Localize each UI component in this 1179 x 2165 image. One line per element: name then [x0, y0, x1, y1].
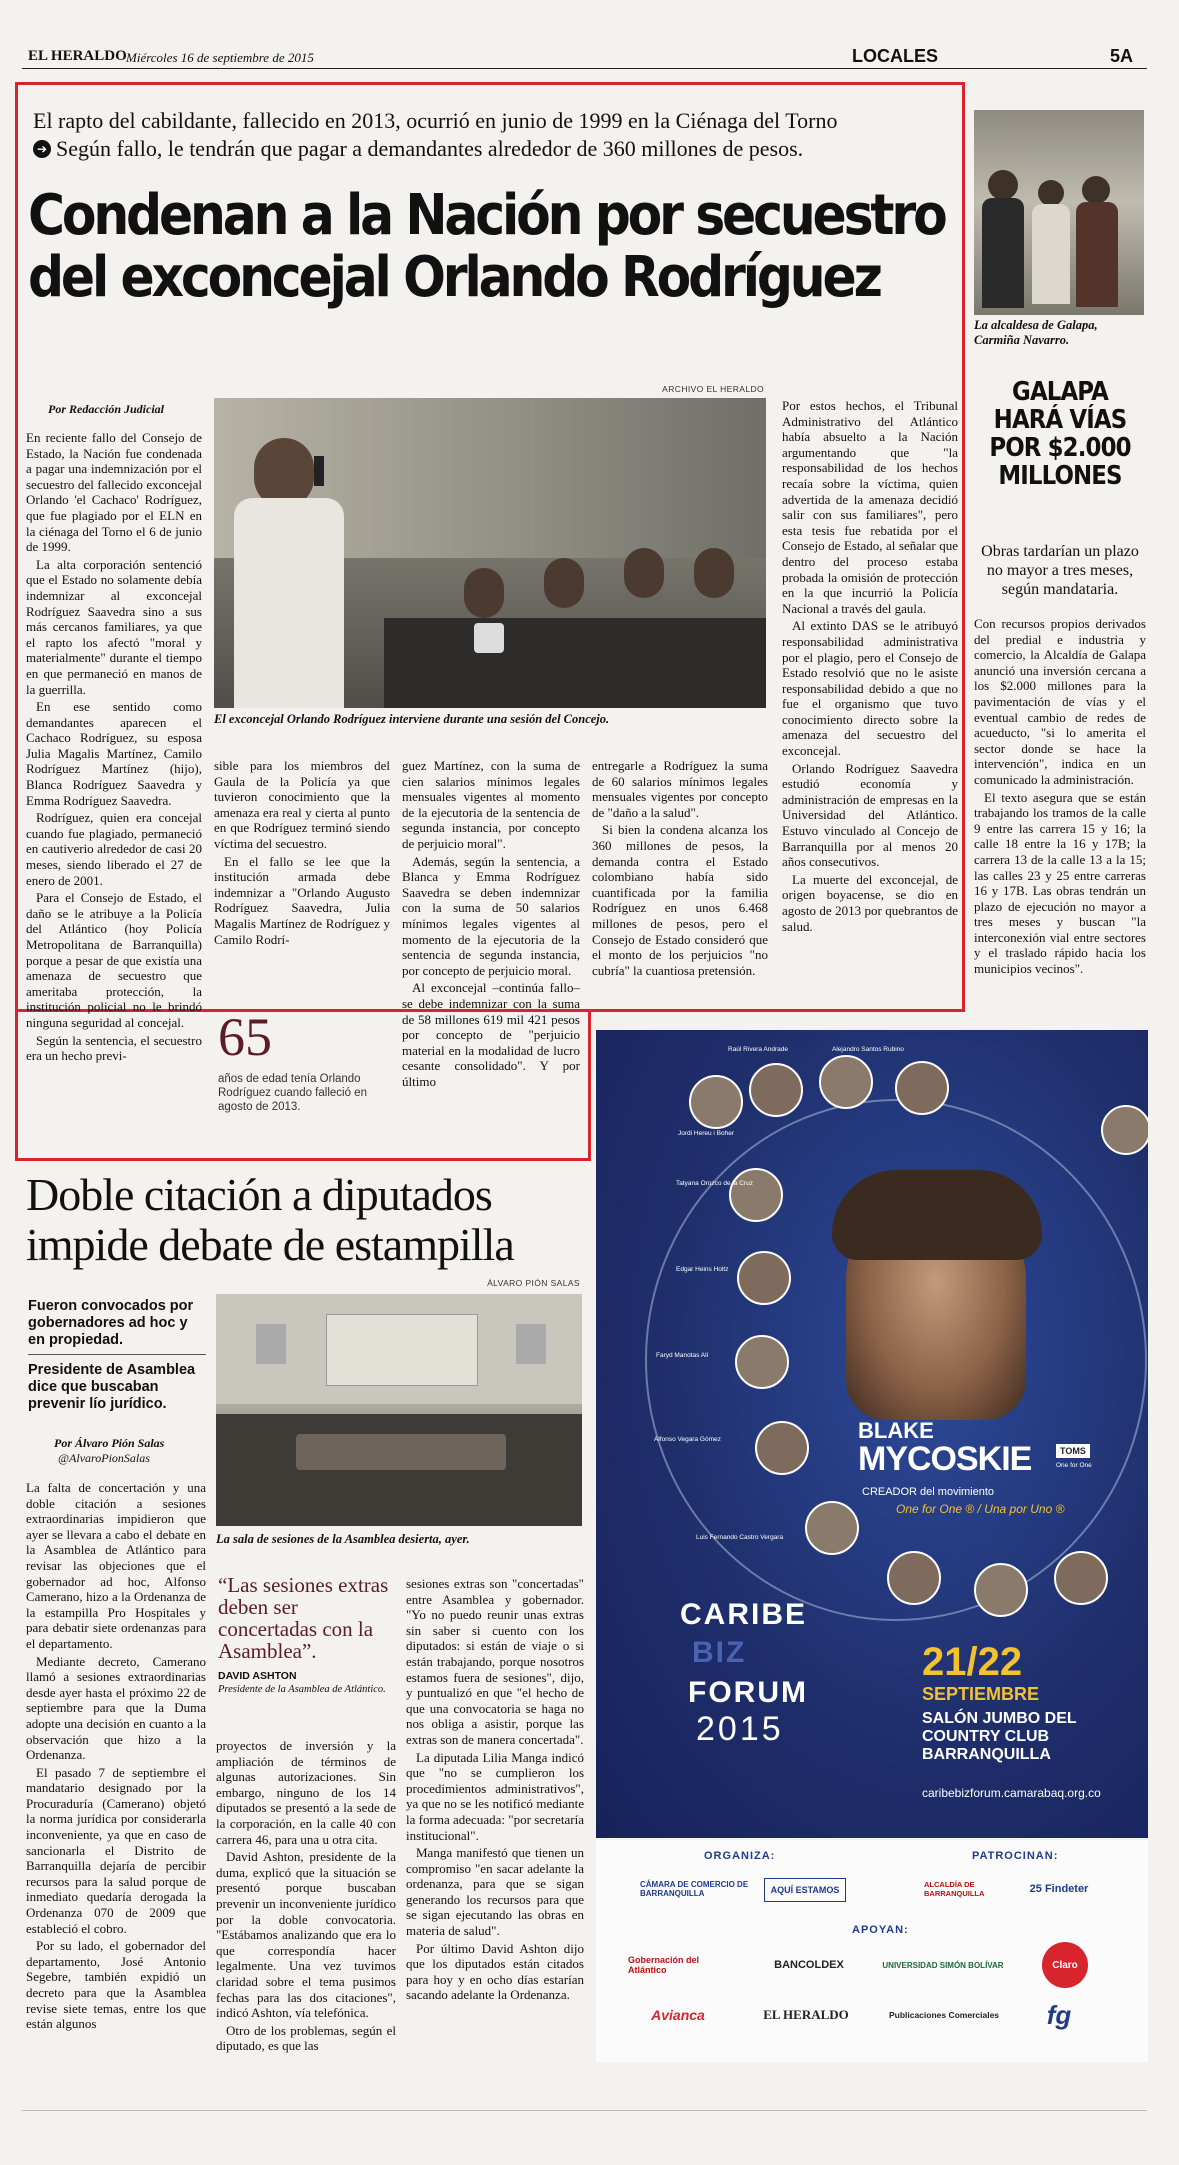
- paragraph: Con recursos propios derivados del predial e industria y comercio, la Alcaldía de Galapa anunció una inversión cercana a los $2.000 millones para la pavimentación de vías y el eventual cambio de redes de acueducto, "si lo amerita el sector donde se hace la intervención", indica en un comunicado la administración.: [974, 616, 1146, 787]
- quote-role: Presidente de la Asamblea de Atlántico.: [218, 1684, 386, 1695]
- paragraph: Por estos hechos, el Tribunal Administrativo del Atlántico había absuelto a la Nación argumentando que "la responsabilidad de los hechos recaía sobre la víctima, quien advertida de la amenaza decidió salir con sus familiares", pero esta tesis fue rebatida por el Consejo de Estado, al señalar que dentro del proceso estaba probada la omisión de protección en la que incurrió la Policía Nacional a través del gaula.: [782, 398, 958, 616]
- event-name-3: FORUM: [688, 1676, 808, 1709]
- byline: Por Redacción Judicial: [48, 402, 164, 416]
- paragraph: La alta corporación sentenció que el Estado no solamente debía indemnizar al exconcejal Rodríguez Saavedra sino a sus más cercanos familiares, ya que el rapto los afectó "moral y materialmente" durante el tiempo en que permaneció en manos de la guerrilla.: [26, 556, 202, 697]
- assembly-photo-caption: La sala de sesiones de la Asamblea desierta, ayer.: [216, 1532, 470, 1546]
- simon-bolivar-logo: UNIVERSIDAD SIMÓN BOLÍVAR: [882, 1960, 1004, 1970]
- speaker-name: Faryd Manotas Alí: [656, 1352, 709, 1359]
- paragraph: La diputada Lilia Manga indicó que "no se cumplieron los procedimientos administrativos", ya que no se les notificó mediante la forma adecuada: "por secretaría institucional".: [406, 1749, 584, 1843]
- speaker-name: Alfonso Vegara Gómez: [654, 1436, 721, 1443]
- paragraph: Orlando Rodríguez Saavedra estudió economía y administración de empresas en la Universidad del Atlántico. Estuvo vinculado al Concejo de Barranquilla por al menos 20 años consecutivos.: [782, 760, 958, 870]
- el-heraldo-logo: EL HERALDO: [763, 2007, 849, 2022]
- bancoldex-logo: BANCOLDEX: [774, 1959, 844, 1971]
- paragraph: Por su lado, el gobernador del departamento, José Antonio Segebre, también expidió un decreto para que la Asamblea revise siete temas, entre los que están algunos: [26, 1938, 206, 2032]
- star-role: CREADOR del movimiento: [862, 1486, 995, 1498]
- footer-rule: [22, 2110, 1147, 2111]
- second-handle: @AlvaroPionSalas: [58, 1451, 150, 1465]
- second-byline: Por Álvaro Pión Salas: [54, 1436, 165, 1450]
- star-slogan: One for One ® / Una por Uno ®: [896, 1502, 1065, 1516]
- kicker-line-1: El rapto del cabildante, fallecido en 2013, ocurrió en junio de 1999 en la Ciénaga del Torno: [33, 108, 838, 133]
- main-story-col-5: [782, 398, 958, 936]
- publicaciones-logo: Publicaciones Comerciales: [888, 2010, 1000, 2020]
- header-rule: [22, 68, 1147, 69]
- paragraph: sesiones extras son "concertadas" entre Asamblea y gobernador. "Yo no puedo reunir unas extras sin saber si cuento con los diputados: si están de viaje o si están trabajando, porque nosotros estamos fuera de sesiones", dijo, y puntualizó en que "el hecho de que una convocatoria se haga no nos obliga a asistir, porque las extras son de manera concertada".: [406, 1576, 584, 1747]
- paragraph: En ese sentido como demandantes aparecen el Cachaco Rodríguez, su esposa Julia Magalis Martínez, Camilo Rodríguez Martínez (hijo), Blanca Rodríguez Saavedra y Emma Rodríguez Saavedra.: [26, 699, 202, 808]
- paragraph: En reciente fallo del Consejo de Estado, la Nación fue condenada a pagar una indemnización por el secuestro del fallecido exconcejal Orlando 'el Cachaco' Rodríguez, que fue plagiado por el ELN en la ciénaga del Torno el 6 de junio de 1999.: [26, 430, 202, 555]
- issue-date: Miércoles 16 de septiembre de 2015: [126, 50, 314, 65]
- paragraph: Para el Consejo de Estado, el daño se le atribuye a la Policía del Atlántico (hoy Policía Metropolitana de Barranquilla) porque a pesar de que existía una amenaza de secuestro que ameritaba protección, la institución policial no le brindó ninguna seguridad al concejal.: [26, 890, 202, 1030]
- quote-author: DAVID ASHTON: [218, 1670, 297, 1682]
- deck-divider: [28, 1354, 206, 1355]
- fg-logo: fg: [1046, 1999, 1072, 2030]
- alcaldia-logo: ALCALDÍA DE BARRANQUILLA: [924, 1880, 985, 1898]
- main-headline: [28, 185, 945, 309]
- galapa-deck: Obras tardarían un plazo no mayor a tres meses, según mandataria.: [981, 543, 1139, 598]
- paragraph: El texto asegura que se están trabajando los tramos de la calle 9 entre las carrera 15 y 16; la calle 18 entre la 16 y 17B; la carrera 13 de la calle 13 a la 15; las calles 23 y 25 entre carreras 16 y 17B. Las obras tendrán un plazo de ejecución no mayor a tres meses y buscan "la interconexión vial entre sectores y el traslado rápido hacia los municipios vecinos".: [974, 789, 1146, 977]
- section-name: LOCALES: [852, 46, 939, 66]
- camara-comercio-logo: CÁMARA DE COMERCIO DE BARRANQUILLA: [640, 1880, 749, 1898]
- arrow-bullet-icon: ➔: [33, 140, 51, 158]
- second-story-col-1: [26, 1480, 206, 2034]
- galapa-headline: GALAPA HARÁ VÍAS POR $2.000 MILLONES: [989, 377, 1131, 491]
- paragraph: sible para los miembros del Gaula de la Policía ya que tuvieron conocimiento que la amenaza era real y cierta al punto en que Rodríguez terminó siendo víctima del secuestro.: [214, 758, 390, 851]
- main-story-col-4: [592, 758, 768, 980]
- caribe-biz-forum-ad: [596, 1030, 1148, 1838]
- galapa-mayor-photo: [974, 110, 1144, 315]
- speaker-name: Raúl Rivera Andrade: [728, 1046, 788, 1053]
- main-headline-line-2: del exconcejal Orlando Rodríguez: [28, 245, 880, 310]
- paragraph: Además, según la sentencia, a Blanca y Emma Rodríguez Saavedra se deben indemnizar con la suma de 50 salarios mínimos legales vigentes al momento de la ejecutoria de la sentencia de segunda instancia, por concepto de perjuicio moral.: [402, 853, 580, 978]
- paragraph: En el fallo se lee que la institución armada debe indemnizar a "Orlando Augusto Rodríguez Saavedra, Julia Magalis Martínez de Rodríguez y Camilo Rodrí-: [214, 853, 390, 947]
- paragraph: Según la sentencia, el secuestro era un hecho previ-: [26, 1032, 202, 1064]
- page-number: 5A: [1110, 46, 1134, 66]
- paragraph: guez Martínez, con la suma de cien salarios mínimos legales mensuales vigentes al momento de la ejecutoria de la sentencia de segunda instancia, por concepto de perjuicio moral".: [402, 758, 580, 851]
- event-venue: SALÓN JUMBO DEL COUNTRY CLUB BARRANQUILLA: [922, 1710, 1077, 1763]
- avianca-logo: Avianca: [651, 2007, 705, 2023]
- event-name-2: BIZ: [692, 1636, 747, 1669]
- second-headline-line-2: impide debate de estampilla: [26, 1219, 514, 1270]
- main-story-col-1: [26, 430, 202, 1066]
- speaker-name: Tatyana Orozco de la Cruz: [676, 1180, 753, 1187]
- paragraph: proyectos de inversión y la ampliación de términos de algunas autorizaciones. Sin embargo, ninguno de los 14 diputados se presentó a la sede de la corporación, en la calle 40 con carrera 46, para una u otra cita.: [216, 1738, 396, 1847]
- main-story-col-2: [214, 758, 390, 949]
- paper-name: EL HERALDO: [28, 48, 127, 64]
- assembly-hall-photo: [216, 1294, 582, 1526]
- event-month: SEPTIEMBRE: [922, 1684, 1040, 1704]
- event-dates: 21/22: [922, 1640, 1023, 1684]
- second-headline: [26, 1170, 514, 1270]
- sponsor-strip: [596, 1840, 1148, 2062]
- paragraph: Por último David Ashton dijo que los diputados están citados para hoy y en ocho días estarían sacando adelante la Ordenanza.: [406, 1940, 584, 2003]
- second-deck-2: Presidente de Asamblea dice que buscaban prevenir lío jurídico.: [28, 1362, 196, 1412]
- paragraph: entregarle a Rodríguez la suma de 60 salarios mínimos legales mensuales vigentes por concepto de "daño a la salud".: [592, 758, 768, 820]
- event-url[interactable]: caribebizforum.camarabaq.org.co: [922, 1786, 1101, 1800]
- paragraph: El pasado 7 de septiembre el mandatario designado por la Procuraduría (Camerano) objetó la norma jurídica por considerarla inconveniente, ya que en caso de sancionarla el Distrito de Barranquilla dejaría de percibir recursos para la salud porque de inmediato quedaría derogada la Ordenanza 070 de 2009 que estableció el cobro.: [26, 1764, 206, 1936]
- toms-tag: One for One: [1056, 1462, 1092, 1469]
- paragraph: Al exconcejal –continúa fallo– se debe indemnizar con la suma de 58 millones 619 mil 421 pesos por concepto de "perjuicio material en la modalidad de lucro cesante consolidado". Y por último: [402, 980, 580, 1089]
- paragraph: Manga manifestó que tienen un compromiso "en sacar adelante la ordenanza, para que se sigan generando los recursos para que se sigan ejecutando las obras en materia de salud".: [406, 1845, 584, 1939]
- toms-badge: TOMS: [1056, 1444, 1090, 1458]
- gobernacion-logo: Gobernación del Atlántico: [628, 1955, 700, 1975]
- second-headline-line-1: Doble citación a diputados: [26, 1169, 492, 1220]
- galapa-photo-caption: La alcaldesa de Galapa, Carmiña Navarro.: [974, 318, 1098, 347]
- aqui-estamos-logo: AQUÍ ESTAMOS: [764, 1878, 846, 1902]
- claro-logo: Claro: [1042, 1942, 1088, 1988]
- event-name-1: CARIBE: [680, 1598, 808, 1631]
- paragraph: Otro de los problemas, según el diputado, es que las: [216, 2022, 396, 2054]
- photo-credit: ARCHIVO EL HERALDO: [662, 384, 764, 394]
- paragraph: La muerte del exconcejal, de origen boyacense, se dio en agosto de 2013 por quebrantos de salud.: [782, 871, 958, 934]
- main-photo-caption: El exconcejal Orlando Rodríguez interviene durante una sesión del Concejo.: [214, 712, 610, 726]
- apoyan-label: APOYAN:: [852, 1924, 909, 1936]
- paragraph: Al extinto DAS se le atribuyó responsabilidad administrativa por el plagio, pero el Consejo de Estado resolvió que no le asiste responsabilidad debido a que no fue el organismo que tuvo conocimiento directo sobre la amenaza del secuestro del exconcejal.: [782, 618, 958, 759]
- pull-quote: “Las sesiones extras deben ser concertadas con la Asamblea”.: [218, 1573, 389, 1663]
- event-year: 2015: [696, 1710, 784, 1748]
- galapa-body: [974, 616, 1146, 979]
- stat-number: 65: [218, 1007, 272, 1067]
- main-story-col-3: [402, 758, 580, 1091]
- paragraph: Rodríguez, quien era concejal cuando fue plagiado, permaneció en cautiverio alrededor de casi 20 meses, siendo liberado el 27 de enero de 2001.: [26, 810, 202, 888]
- portrait-hair: [832, 1170, 1042, 1260]
- second-story-col-2: [216, 1738, 396, 2056]
- findeter-logo: 25 Findeter: [1029, 1883, 1089, 1895]
- second-photo-credit: ÁLVARO PIÓN SALAS: [487, 1278, 580, 1288]
- second-story-col-3: [406, 1576, 584, 2005]
- paragraph: David Ashton, presidente de la duma, explicó que la situación se presentó porque buscaban prevenir un inconveniente jurídico por la doble convocatoria. "Estábamos analizando que era lo que correspondía hacer legalmente. Una vez tuvimos claridad sobre el tema pusimos fechas para las dos citaciones", indicó Ashton, vía telefónica.: [216, 1849, 396, 2021]
- kicker-line-2: Según fallo, le tendrán que pagar a demandantes alrededor de 360 millones de pesos.: [56, 136, 804, 161]
- second-deck-1: Fueron convocados por gobernadores ad hoc y en propiedad.: [28, 1298, 194, 1348]
- speaker-name: Luis Fernando Castro Vergara: [696, 1534, 784, 1541]
- paragraph: Mediante decreto, Camerano llamó a sesiones extraordinarias desde ayer hasta el próximo 22 de septiembre para que la Duma adopte una decisión en cuanto a la observación que hizo a la Ordenanza.: [26, 1653, 206, 1763]
- patrocinan-label: PATROCINAN:: [972, 1850, 1059, 1862]
- star-first-name: BLAKE: [858, 1418, 934, 1443]
- speaker-name: Edgar Heins Holtz: [676, 1266, 729, 1273]
- stat-text: años de edad tenía Orlando Rodríguez cuando falleció en agosto de 2013.: [218, 1073, 367, 1113]
- main-headline-line-1: Condenan a la Nación por secuestro: [28, 183, 945, 248]
- organiza-label: ORGANIZA:: [704, 1850, 776, 1862]
- speaker-name: Jordi Hereu i Boher: [678, 1130, 734, 1137]
- speaker-name: Alejandro Santos Rubino: [832, 1046, 904, 1053]
- paragraph: La falta de concertación y una doble citación a sesiones extraordinarias impidieron que ayer se llevara a cabo el debate en la Asamblea de Atlántico para revisar las objeciones que el gobernador ad hoc, Alfonso Camerano, hizo a la Ordenanza de la estampilla Pro Hospitales y para debatir siete ordenanzas para el departamento.: [26, 1480, 206, 1651]
- council-session-photo: [214, 398, 766, 708]
- star-last-name: MYCOSKIE: [858, 1440, 1032, 1478]
- paragraph: Si bien la condena alcanza los 360 millones de pesos, la demanda contra el Estado colombiano había sido cuantificada por la familia Rodríguez en unos 6.468 millones de pesos, pero el Consejo de Estado consideró que el monto de los perjuicios "no cubría" la cuantiosa pretensión.: [592, 822, 768, 978]
